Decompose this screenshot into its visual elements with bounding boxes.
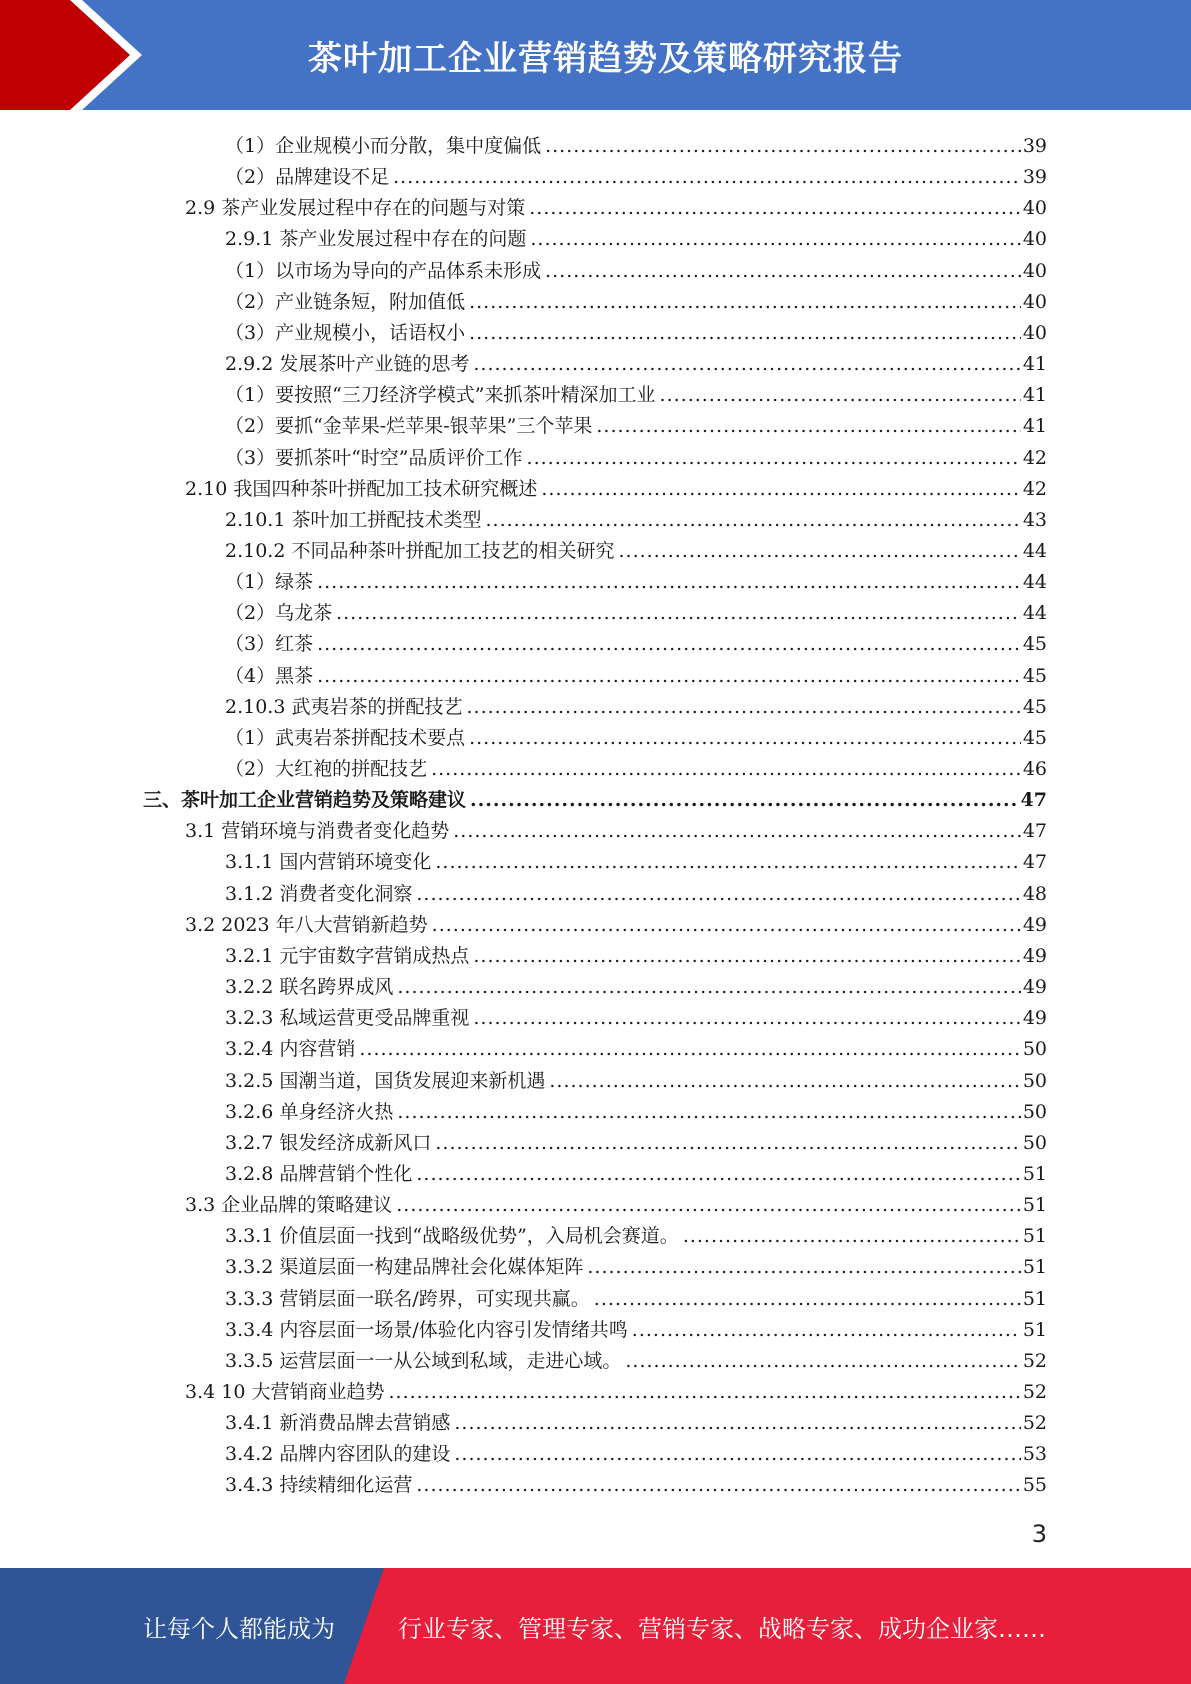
toc-entry-title: （3）红茶 [225,633,314,656]
toc-dot-leader [469,321,1021,345]
toc-entry[interactable] [185,812,1047,843]
toc-entry-title: （1）武夷岩茶拼配技术要点 [225,726,466,749]
report-title: 茶叶加工企业营销趋势及策略研究报告 [308,38,903,79]
toc-entry[interactable] [185,470,1047,501]
toc-dot-leader [545,259,1021,283]
toc-entry-page: 41 [1022,415,1047,438]
toc-entry-title: 2.9.2 发展茶叶产业链的思考 [225,353,470,376]
toc-entry-page: 39 [1022,135,1047,157]
toc-entry[interactable] [225,1093,1047,1124]
toc-entry-title: 3.1 营销环境与消费者变化趋势 [185,820,450,843]
toc-dot-leader [317,632,1021,656]
toc-entry-title: （1）以市场为导向的产品体系未形成 [225,259,542,282]
toc-entry-page: 47 [1020,789,1047,812]
toc-entry-page: 49 [1022,976,1047,999]
toc-dot-leader [359,1037,1020,1061]
toc-entry-title: 3.3.1 价值层面一找到“战略级优势”，入局机会赛道。 [225,1225,679,1248]
toc-entry[interactable] [225,439,1047,470]
toc-entry-page: 49 [1022,913,1047,936]
toc-dot-leader [454,1442,1020,1466]
toc-entry-title: 3.3.3 营销层面一联名/跨界，可实现共赢。 [225,1287,590,1310]
toc-entry-title: （2）大红袍的拼配技艺 [225,758,428,780]
toc-entry-page: 45 [1022,695,1047,718]
toc-entry-page: 51 [1022,1256,1047,1279]
toc-entry[interactable] [225,1466,1047,1497]
toc-entry[interactable] [225,594,1047,625]
toc-entry[interactable] [225,999,1047,1030]
toc-entry-title: 3.3.4 内容层面一场景/体验化内容引发情绪共鸣 [225,1318,628,1341]
toc-dot-leader [529,196,1021,220]
toc-entry[interactable] [225,501,1047,532]
toc-entry-title: （2）产业链条短，附加值低 [225,290,466,313]
toc-entry[interactable] [225,127,1047,158]
toc-entry[interactable] [225,158,1047,189]
toc-entry[interactable] [225,843,1047,874]
toc-entry-title: 3.4.1 新消费品牌去营销感 [225,1412,451,1435]
toc-entry-page: 40 [1022,197,1047,220]
toc-entry-title: 2.10 我国四种茶叶拼配加工技术研究概述 [185,477,538,500]
page-footer [0,1568,1191,1684]
toc-entry[interactable] [225,968,1047,999]
toc-entry-title: 3.2.4 内容营销 [225,1038,356,1061]
toc-entry[interactable] [225,252,1047,283]
toc-entry[interactable] [225,1217,1047,1248]
toc-dot-leader [549,1069,1020,1093]
toc-entry-title: （2）要抓“金苹果-烂苹果-银苹果”三个苹果 [225,415,593,438]
toc-dot-leader [596,414,1020,438]
toc-dot-leader [336,601,1021,625]
toc-entry-title: 3.1.1 国内营销环境变化 [225,851,432,874]
toc-entry-title: （3）要抓茶叶“时空”品质评价工作 [225,446,523,469]
toc-dot-leader [473,1006,1020,1030]
toc-dot-leader [485,508,1020,532]
toc-entry-page: 50 [1022,1100,1047,1123]
toc-dot-leader [435,1131,1020,1155]
toc-dot-leader [466,695,1020,719]
toc-entry-page: 50 [1022,1069,1047,1092]
toc-entry-title: 三、茶叶加工企业营销趋势及策略建议 [143,789,467,812]
toc-entry-title: 3.2.1 元宇宙数字营销成热点 [225,944,470,967]
toc-entry-title: （3）产业规模小，话语权小 [225,321,466,344]
toc-entry[interactable] [225,937,1047,968]
toc-dot-leader [632,1318,1021,1342]
toc-entry-page: 51 [1022,1194,1047,1217]
toc-entry-title: （2）品牌建设不足 [225,166,390,189]
toc-entry-page: 51 [1022,1162,1047,1185]
toc-entry-title: 2.10.3 武夷岩茶的拼配技艺 [225,695,463,718]
toc-entry-title: 3.3.5 运营层面一一从公域到私域，走进心域。 [225,1349,622,1372]
toc-dot-leader [594,1287,1021,1311]
toc-entry-page: 47 [1022,820,1047,843]
toc-entry[interactable] [225,1280,1047,1311]
toc-entry-page: 41 [1022,384,1047,407]
toc-entry[interactable] [225,283,1047,314]
toc-dot-leader [416,882,1020,906]
toc-dot-leader [618,539,1020,563]
toc-entry-page: 48 [1022,882,1047,905]
toc-dot-leader [541,477,1020,501]
toc-entry[interactable] [143,781,1047,812]
toc-dot-leader [469,290,1021,314]
toc-entry-title: 3.4.2 品牌内容团队的建设 [225,1443,451,1466]
toc-entry[interactable] [225,532,1047,563]
toc-entry[interactable] [225,750,1047,781]
toc-entry[interactable] [225,688,1047,719]
toc-entry-page: 45 [1022,633,1047,656]
toc-dot-leader [527,446,1021,470]
toc-entry-title: 3.1.2 消费者变化洞察 [225,882,413,905]
toc-entry-page: 45 [1022,726,1047,749]
toc-entry-title: （4）黑茶 [225,664,314,687]
toc-dot-leader [683,1224,1021,1248]
toc-dot-leader [660,383,1021,407]
toc-entry-page: 42 [1022,446,1047,469]
toc-entry-page: 41 [1022,353,1047,376]
toc-entry-title: （1）绿茶 [225,571,314,594]
toc-entry-page: 45 [1022,664,1047,687]
toc-entry-page: 46 [1022,758,1047,780]
toc-entry[interactable] [225,875,1047,906]
toc-entry-page: 43 [1022,508,1047,531]
toc-dot-leader [317,664,1021,688]
toc-entry[interactable] [185,906,1047,937]
toc-entry-page: 52 [1022,1381,1047,1403]
toc-entry-page: 40 [1022,259,1047,282]
toc-entry-title: 3.3.2 渠道层面一构建品牌社会化媒体矩阵 [225,1256,584,1279]
toc-entry[interactable] [225,1435,1047,1466]
toc-entry-title: 2.10.1 茶叶加工拼配技术类型 [225,508,482,531]
toc-entry-page: 40 [1022,321,1047,344]
toc-entry-title: （2）乌龙茶 [225,602,333,625]
footer-slogan-right: 行业专家、管理专家、营销专家、战略专家、成功企业家…… [398,1614,1046,1643]
toc-dot-leader [473,352,1020,376]
toc-dot-leader [625,1349,1020,1373]
toc-entry-title: 3.3 企业品牌的策略建议 [185,1194,393,1217]
toc-dot-leader [416,1162,1020,1186]
toc-dot-leader [397,975,1020,999]
toc-entry[interactable] [225,220,1047,251]
toc-entry-page: 44 [1022,571,1047,594]
toc-entry-title: 3.2.3 私域运营更受品牌重视 [225,1007,470,1030]
toc-entry[interactable] [225,1155,1047,1186]
toc-entry-title: 2.9 茶产业发展过程中存在的问题与对策 [185,197,526,220]
toc-entry-page: 51 [1022,1318,1047,1341]
toc-entry[interactable] [225,1124,1047,1155]
toc-entry[interactable] [225,625,1047,656]
toc-entry-page: 47 [1022,851,1047,874]
toc-entry-page: 50 [1022,1131,1047,1154]
toc-dot-leader [469,726,1021,750]
toc-entry-page: 44 [1022,539,1047,562]
toc-entry-page: 52 [1022,1349,1047,1372]
toc-entry-title: 3.2.6 单身经济火热 [225,1100,394,1123]
toc-entry-page: 44 [1022,602,1047,625]
toc-dot-leader [470,788,1019,812]
toc-entry[interactable] [225,1342,1047,1373]
toc-entry[interactable] [225,1062,1047,1093]
toc-entry-title: （1）要按照“三刀经济学模式”来抓茶叶精深加工业 [225,384,656,407]
toc-entry-title: 3.2.2 联名跨界成风 [225,976,394,999]
toc-entry-page: 42 [1022,477,1047,500]
toc-dot-leader [317,570,1021,594]
toc-dot-leader [453,819,1021,843]
toc-entry-title: 3.4 10 大营销商业趋势 [185,1381,385,1403]
toc-entry-title: 3.4.3 持续精细化运营 [225,1474,413,1497]
toc-entry[interactable] [225,407,1047,438]
toc-entry-page: 51 [1022,1287,1047,1310]
toc-dot-leader [435,850,1020,874]
toc-entry[interactable] [185,1373,1047,1404]
toc-dot-leader [431,757,1021,781]
toc-entry-page: 50 [1022,1038,1047,1061]
toc-entry-page: 52 [1022,1412,1047,1435]
toc-entry-page: 49 [1022,944,1047,967]
toc-entry-page: 39 [1022,166,1047,189]
toc-entry-title: 3.2.8 品牌营销个性化 [225,1162,413,1185]
toc-entry-title: 2.10.2 不同品种茶叶拼配加工技艺的相关研究 [225,539,615,562]
toc-dot-leader [473,944,1020,968]
toc-entry[interactable] [225,657,1047,688]
toc-entry-page: 49 [1022,1007,1047,1030]
toc-entry[interactable] [225,1311,1047,1342]
toc-entry[interactable] [225,314,1047,345]
toc-entry[interactable] [225,719,1047,750]
toc-dot-leader [432,913,1021,937]
toc-entry[interactable] [225,563,1047,594]
toc-entry-title: （1）企业规模小而分散，集中度偏低 [225,135,542,157]
toc-entry-page: 40 [1022,228,1047,251]
toc-entry[interactable] [225,345,1047,376]
toc-entry[interactable] [225,376,1047,407]
toc-entry-title: 2.9.1 茶产业发展过程中存在的问题 [225,228,527,251]
toc-dot-leader [545,134,1021,158]
toc-entry-title: 3.2.7 银发经济成新风口 [225,1131,432,1154]
toc-dot-leader [393,165,1021,189]
toc-dot-leader [396,1193,1021,1217]
toc-entry[interactable] [225,1404,1047,1435]
page-header [0,0,1191,110]
toc-entry-page: 55 [1022,1474,1047,1497]
toc-dot-leader [530,227,1020,251]
toc-entry-page: 51 [1022,1225,1047,1248]
toc-entry-title: 3.2 2023 年八大营销新趋势 [185,913,428,936]
toc-dot-leader [454,1411,1020,1435]
toc-dot-leader [388,1380,1020,1404]
toc-entry-title: 3.2.5 国潮当道，国货发展迎来新机遇 [225,1069,546,1092]
toc-entry-page: 53 [1022,1443,1047,1466]
toc-entry[interactable] [185,189,1047,220]
toc-entry[interactable] [225,1248,1047,1279]
footer-slogan-left: 让每个人都能成为 [143,1614,335,1643]
toc-dot-leader [397,1100,1020,1124]
toc-entry-page: 40 [1022,290,1047,313]
toc-dot-leader [587,1255,1020,1279]
toc-entry[interactable] [225,1030,1047,1061]
page-number: 3 [1031,1520,1047,1548]
toc-dot-leader [416,1473,1020,1497]
toc-entry[interactable] [185,1186,1047,1217]
